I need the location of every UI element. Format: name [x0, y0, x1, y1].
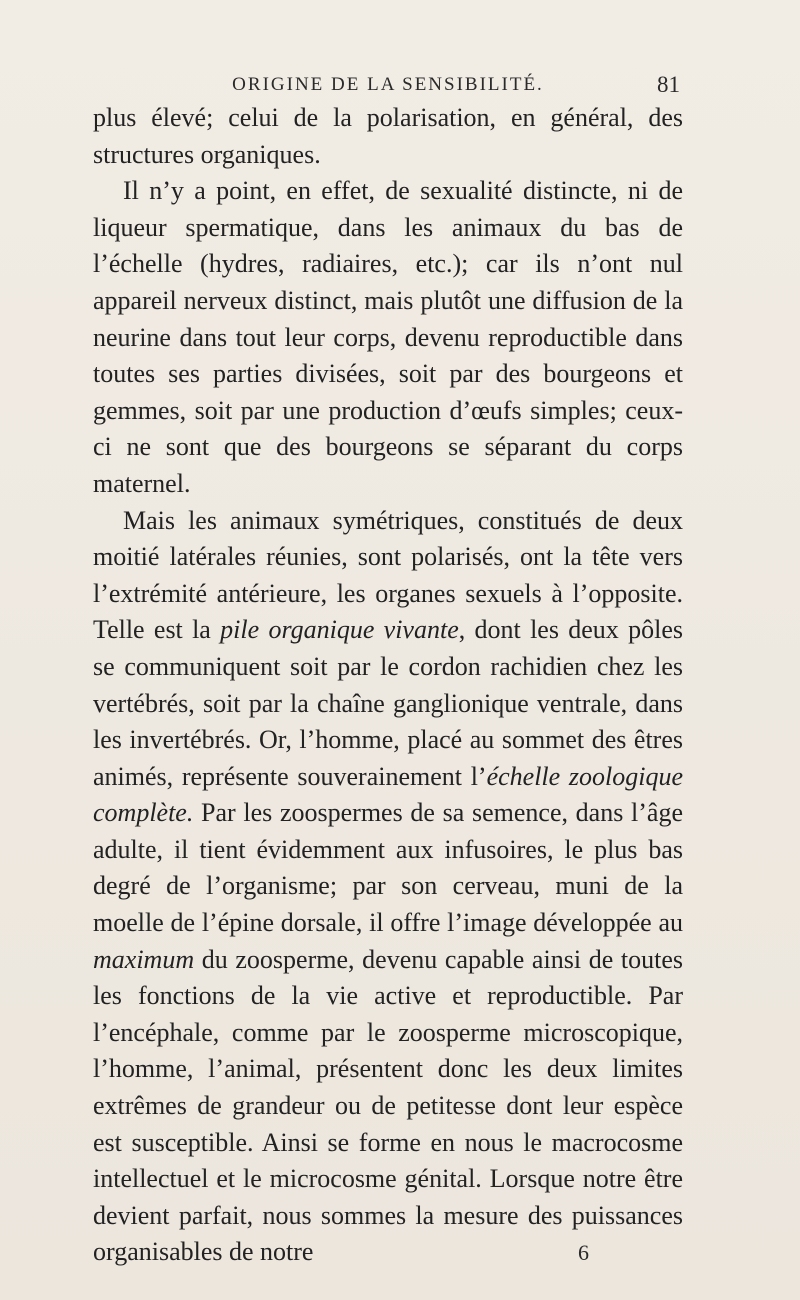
paragraph: Il n’y a point, en effet, de sexualité distincte, ni de liqueur spermatique, dans les animaux du bas de l’échelle (hydres, radiaires, etc.); car ils n’ont nul appareil nerveux distinct, mais plutôt une diffusion de la neurine dans tout leur corps, devenu reproductible dans toutes ses parties divisées, soit par des bourgeons et gemmes, soit par une production d’œufs simples; ceux-ci ne sont que des bourgeons se séparant du corps maternel.: [93, 176, 683, 498]
page-number: 81: [657, 72, 680, 97]
signature-mark: 6: [578, 1240, 589, 1265]
italic-phrase: maximum: [93, 944, 195, 974]
page-header: [96, 72, 680, 102]
text-run: Par les zoospermes de sa semence, dans l’âge adulte, il tient évidemment aux infusoires, le plus bas degré de l’organisme; par son cerveau, muni de la moelle de l’épine dorsale, il offre l’image développée au: [93, 798, 683, 938]
italic-phrase: pile organique vivante: [220, 615, 459, 645]
paragraph-continuation: plus élevé; celui de la polarisation, en général, des structures organiques.: [93, 103, 683, 169]
text-run: du zoosperme, devenu capable ainsi de toutes les fonctions de la vie active et reproductible. Par l’encéphale, comme par le zoosperme microscopique, l’homme, l’animal, présentent donc les deux limites extrêmes de grandeur ou de petitesse dont leur espèce est susceptible. Ainsi se forme en nous le macrocosme intellectuel et le microcosme génital. Lorsque notre être devient parfait, nous sommes la mesure des puissances organisables de notre: [93, 944, 683, 1267]
running-title: ORIGINE DE LA SENSIBILITÉ.: [232, 74, 544, 95]
text-run: , dont les deux pôles se communiquent soit par le cordon rachidien chez les vertébrés, soit par la chaîne ganglionique ventrale, dans les invertébrés. Or, l’homme, placé au sommet des êtres animés, représente souverainement l’: [93, 615, 683, 791]
body-text: [93, 100, 683, 1271]
paragraph: [93, 503, 683, 1271]
text-run: Mais les animaux symétriques, constitués de deux moitié latérales réunies, sont polarisés, ont la tête vers l’extrémité antérieure, les organes sexuels à l’opposite. Telle est la: [93, 505, 683, 645]
italic-phrase: échelle zoologique complète.: [93, 761, 683, 828]
